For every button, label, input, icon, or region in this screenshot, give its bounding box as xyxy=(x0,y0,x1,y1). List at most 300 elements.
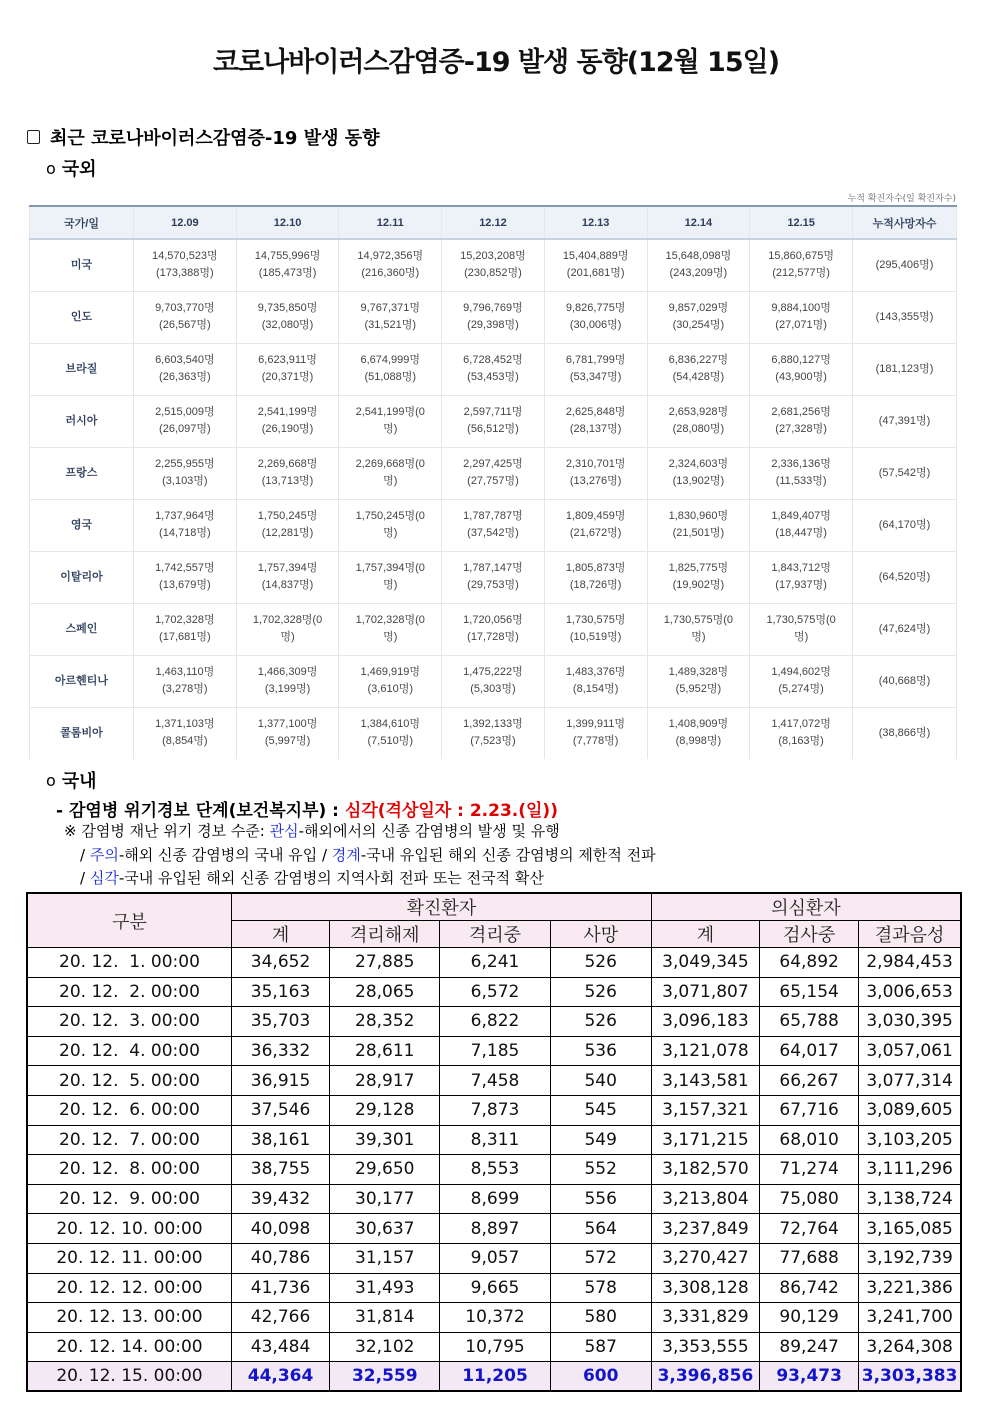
case-count-cell xyxy=(544,603,647,655)
header-cell: 12.15 xyxy=(750,206,853,239)
daily-cases: (185,473명) xyxy=(258,267,317,280)
case-count-cell xyxy=(236,655,339,707)
case-count-cell xyxy=(544,655,647,707)
daily-cases: (3,199명) xyxy=(264,683,311,695)
case-count-cell xyxy=(647,707,750,759)
value-cell: 3,308,128 xyxy=(651,1273,759,1303)
cumulative-cases: 1,809,459명 xyxy=(565,510,626,522)
daily-cases: (17,681명) xyxy=(159,631,211,643)
daily-cases: (3,103명) xyxy=(162,475,208,487)
cumulative-cases: 1,730,575명(0 xyxy=(663,614,734,626)
value-cell: 3,221,386 xyxy=(859,1273,961,1303)
cumulative-cases: 15,648,098명 xyxy=(665,250,732,263)
table-row xyxy=(27,1243,961,1273)
cumulative-cases: 1,720,056명 xyxy=(463,614,523,626)
daily-cases: 명) xyxy=(383,631,398,643)
daily-cases: (7,778명) xyxy=(572,735,619,748)
overseas-heading xyxy=(46,155,97,181)
value-cell: 3,077,314 xyxy=(859,1066,961,1096)
cumulative-cases: 1,408,909명 xyxy=(668,718,729,731)
value-cell: 549 xyxy=(550,1125,651,1155)
daily-cases: (17,728명) xyxy=(467,631,519,643)
case-count-cell xyxy=(134,395,237,447)
date-cell: 20. 12. 3. 00:00 xyxy=(27,1007,231,1037)
cumulative-cases: 1,466,309명 xyxy=(257,666,318,678)
cumulative-cases: 1,469,919명 xyxy=(360,666,421,678)
daily-cases: (51,088명) xyxy=(364,371,417,383)
value-cell: 526 xyxy=(550,948,651,978)
note-text: ※ 감염병 재난 위기 경보 수준: xyxy=(64,822,270,840)
cumulative-cases: 2,255,955명 xyxy=(155,458,215,470)
daily-cases: (13,713명) xyxy=(261,475,314,487)
cumulative-cases: 14,570,523명 xyxy=(152,250,218,263)
value-cell: 86,742 xyxy=(760,1273,859,1303)
case-count-cell xyxy=(134,655,237,707)
value-cell: 43,484 xyxy=(231,1332,329,1362)
value-cell: 64,017 xyxy=(760,1036,859,1066)
value-cell: 3,192,739 xyxy=(859,1243,961,1273)
date-cell: 20. 12. 6. 00:00 xyxy=(27,1095,231,1125)
overseas-table-note: 누적 확진자수(일 확진자수) xyxy=(847,194,956,204)
case-count-cell xyxy=(442,551,545,603)
value-cell: 3,103,205 xyxy=(859,1125,961,1155)
daily-cases: (230,852명) xyxy=(464,267,522,280)
value-cell: 28,611 xyxy=(330,1036,440,1066)
overseas-header-row xyxy=(30,206,957,239)
level-keyword: 경계 xyxy=(331,846,361,864)
daily-cases: (3,610명) xyxy=(367,683,413,695)
header-cell: 누적사망자수 xyxy=(853,206,957,239)
value-cell: 39,301 xyxy=(330,1125,440,1155)
value-cell: 8,897 xyxy=(440,1214,550,1244)
cumulative-cases: 9,884,100명 xyxy=(771,302,831,314)
case-count-cell xyxy=(544,551,647,603)
cumulative-cases: 14,972,356명 xyxy=(357,250,424,263)
cumulative-cases: 2,653,928명 xyxy=(668,406,729,418)
date-cell: 20. 12. 8. 00:00 xyxy=(27,1155,231,1185)
value-cell: 39,432 xyxy=(231,1184,329,1214)
value-cell: 6,572 xyxy=(440,977,550,1007)
header-group-confirmed: 확진환자 xyxy=(231,893,651,921)
table-row xyxy=(27,1095,961,1125)
cumulative-cases: 1,787,147명 xyxy=(463,562,523,574)
table-row xyxy=(30,551,957,603)
case-count-cell xyxy=(647,603,750,655)
cumulative-cases: 6,603,540명 xyxy=(155,354,215,366)
cumulative-cases: 1,737,964명 xyxy=(155,510,215,522)
cumulative-cases: 6,781,799명 xyxy=(565,354,626,366)
daily-cases: 명) xyxy=(793,631,809,643)
cumulative-cases: 6,880,127명 xyxy=(771,354,831,366)
case-count-cell xyxy=(442,239,545,291)
value-cell: 3,143,581 xyxy=(651,1066,759,1096)
value-cell: 66,267 xyxy=(760,1066,859,1096)
domestic-header-row-1 xyxy=(27,893,961,921)
cumulative-cases: 2,541,199명 xyxy=(257,406,318,418)
country-name: 러시아 xyxy=(30,395,134,447)
daily-cases: (14,837명) xyxy=(261,579,314,591)
value-cell: 587 xyxy=(550,1332,651,1362)
table-row xyxy=(30,343,957,395)
cumulative-cases: 2,515,009명 xyxy=(155,406,215,418)
case-count-cell xyxy=(750,395,853,447)
cumulative-deaths: (143,355명) xyxy=(853,291,957,343)
header-cell: 12.10 xyxy=(236,206,339,239)
daily-cases: (212,577명) xyxy=(772,267,830,280)
note-text: -국내 유입된 해외 신종 감염병의 지역사회 전파 또는 전국적 확산 xyxy=(118,869,544,887)
daily-cases: (26,097명) xyxy=(159,423,211,435)
value-cell: 3,171,215 xyxy=(651,1125,759,1155)
case-count-cell xyxy=(544,291,647,343)
table-row xyxy=(30,603,957,655)
cumulative-cases: 1,849,407명 xyxy=(771,510,831,522)
daily-cases: (27,757명) xyxy=(467,475,519,487)
table-row xyxy=(30,499,957,551)
case-count-cell xyxy=(236,603,339,655)
value-cell: 7,873 xyxy=(440,1095,550,1125)
note-text: / xyxy=(80,846,90,864)
daily-cases: (53,347명) xyxy=(569,371,622,383)
daily-cases: (201,681명) xyxy=(566,267,625,280)
section-heading xyxy=(27,124,380,150)
overseas-table xyxy=(29,205,957,759)
daily-cases: (37,542명) xyxy=(467,527,519,539)
value-cell: 3,096,183 xyxy=(651,1007,759,1037)
daily-cases: (243,209명) xyxy=(669,267,728,280)
value-cell: 3,049,345 xyxy=(651,948,759,978)
cumulative-cases: 2,625,848명 xyxy=(565,406,626,418)
daily-cases: (26,363명) xyxy=(159,371,211,383)
table-row xyxy=(27,1332,961,1362)
case-count-cell xyxy=(647,551,750,603)
cumulative-cases: 6,836,227명 xyxy=(668,354,729,366)
cumulative-cases: 1,384,610명 xyxy=(360,718,421,731)
value-cell: 28,917 xyxy=(330,1066,440,1096)
cumulative-cases: 9,735,850명 xyxy=(257,302,318,314)
value-cell: 3,237,849 xyxy=(651,1214,759,1244)
daily-cases: (21,672명) xyxy=(569,527,622,539)
cumulative-cases: 2,324,603명 xyxy=(668,458,729,470)
table-row xyxy=(27,1155,961,1185)
cumulative-cases: 1,825,775명 xyxy=(668,562,729,574)
table-row xyxy=(30,239,957,291)
value-cell: 3,121,078 xyxy=(651,1036,759,1066)
level-keyword: 주의 xyxy=(89,846,119,864)
date-cell: 20. 12. 7. 00:00 xyxy=(27,1125,231,1155)
date-cell: 20. 12. 9. 00:00 xyxy=(27,1184,231,1214)
cumulative-cases: 2,541,199명(0 xyxy=(355,406,425,418)
case-count-cell xyxy=(647,239,750,291)
case-count-cell xyxy=(647,395,750,447)
cumulative-cases: 9,826,775명 xyxy=(565,302,626,314)
cumulative-cases: 1,750,245명 xyxy=(257,510,318,522)
case-count-cell xyxy=(236,239,339,291)
cumulative-deaths: (38,866명) xyxy=(853,707,957,759)
daily-cases: (21,501명) xyxy=(672,527,725,539)
case-count-cell xyxy=(134,603,237,655)
value-cell: 3,089,605 xyxy=(859,1095,961,1125)
value-cell: 552 xyxy=(550,1155,651,1185)
country-name: 콜롬비아 xyxy=(30,707,134,759)
daily-cases: (20,371명) xyxy=(261,371,314,383)
cumulative-cases: 9,703,770명 xyxy=(155,302,215,314)
daily-cases: (11,533명) xyxy=(775,475,827,487)
value-cell: 8,699 xyxy=(440,1184,550,1214)
table-row xyxy=(27,1362,961,1392)
daily-cases: 명) xyxy=(280,631,295,643)
alert-level-line xyxy=(56,796,558,821)
case-count-cell xyxy=(236,395,339,447)
cumulative-cases: 6,623,911명 xyxy=(258,354,317,366)
value-cell: 9,665 xyxy=(440,1273,550,1303)
daily-cases: (8,998명) xyxy=(675,735,722,748)
daily-cases: (5,997명) xyxy=(264,735,311,748)
value-cell: 3,057,061 xyxy=(859,1036,961,1066)
daily-cases: (8,154명) xyxy=(572,683,619,695)
value-cell: 3,182,570 xyxy=(651,1155,759,1185)
value-cell: 3,353,555 xyxy=(651,1332,759,1362)
case-count-cell xyxy=(750,551,853,603)
table-row xyxy=(27,1184,961,1214)
case-count-cell xyxy=(750,447,853,499)
country-name: 인도 xyxy=(30,291,134,343)
case-count-cell xyxy=(750,603,853,655)
daily-cases: 명) xyxy=(383,475,398,487)
value-cell: 90,129 xyxy=(760,1303,859,1333)
cumulative-cases: 2,310,701명 xyxy=(565,458,626,470)
table-row xyxy=(27,1125,961,1155)
table-row xyxy=(30,447,957,499)
cumulative-cases: 1,399,911명 xyxy=(566,718,626,731)
case-count-cell xyxy=(236,707,339,759)
daily-cases: (8,854명) xyxy=(162,735,208,748)
value-cell: 35,703 xyxy=(231,1007,329,1037)
table-row xyxy=(27,1036,961,1066)
value-cell: 3,264,308 xyxy=(859,1332,961,1362)
date-cell: 20. 12. 14. 00:00 xyxy=(27,1332,231,1362)
daily-cases: (29,753명) xyxy=(467,579,519,591)
daily-cases: (14,718명) xyxy=(159,527,211,539)
cumulative-cases: 1,787,787명 xyxy=(463,510,523,522)
daily-cases: (56,512명) xyxy=(467,423,519,435)
value-cell: 7,458 xyxy=(440,1066,550,1096)
case-count-cell xyxy=(442,655,545,707)
cumulative-cases: 1,392,133명 xyxy=(463,718,523,731)
value-cell: 28,065 xyxy=(330,977,440,1007)
date-cell: 20. 12. 4. 00:00 xyxy=(27,1036,231,1066)
date-cell: 20. 12. 13. 00:00 xyxy=(27,1303,231,1333)
daily-cases: 명) xyxy=(383,579,398,591)
value-cell: 71,274 xyxy=(760,1155,859,1185)
level-keyword: 관심 xyxy=(269,822,299,840)
table-row xyxy=(30,655,957,707)
value-cell: 3,157,321 xyxy=(651,1095,759,1125)
daily-cases: (216,360명) xyxy=(361,267,420,280)
country-name: 프랑스 xyxy=(30,447,134,499)
value-cell: 564 xyxy=(550,1214,651,1244)
header-cell: 결과음성 xyxy=(859,921,961,948)
case-count-cell xyxy=(750,343,853,395)
case-count-cell xyxy=(647,291,750,343)
value-cell: 38,755 xyxy=(231,1155,329,1185)
case-count-cell xyxy=(544,343,647,395)
value-cell: 31,814 xyxy=(330,1303,440,1333)
value-cell: 31,493 xyxy=(330,1273,440,1303)
daily-cases: (30,006명) xyxy=(569,319,622,331)
value-cell: 30,177 xyxy=(330,1184,440,1214)
value-cell: 3,165,085 xyxy=(859,1214,961,1244)
daily-cases: (18,726명) xyxy=(569,579,622,591)
table-row xyxy=(27,1214,961,1244)
cumulative-cases: 2,269,668명 xyxy=(257,458,318,470)
overseas-heading-text: 국외 xyxy=(61,159,97,180)
value-cell: 3,138,724 xyxy=(859,1184,961,1214)
header-cell: 격리해제 xyxy=(330,921,440,948)
value-cell: 36,915 xyxy=(231,1066,329,1096)
case-count-cell xyxy=(339,239,442,291)
country-name: 아르헨티나 xyxy=(30,655,134,707)
value-cell: 3,241,700 xyxy=(859,1303,961,1333)
case-count-cell xyxy=(647,499,750,551)
daily-cases: (43,900명) xyxy=(775,371,827,383)
country-name: 이탈리아 xyxy=(30,551,134,603)
cumulative-cases: 1,475,222명 xyxy=(463,666,523,678)
country-name: 스페인 xyxy=(30,603,134,655)
value-cell: 578 xyxy=(550,1273,651,1303)
value-cell: 9,057 xyxy=(440,1243,550,1273)
circle-bullet-icon: o xyxy=(46,158,56,178)
value-cell: 3,006,653 xyxy=(859,977,961,1007)
value-cell: 8,553 xyxy=(440,1155,550,1185)
case-count-cell xyxy=(544,395,647,447)
value-cell: 545 xyxy=(550,1095,651,1125)
value-cell: 2,984,453 xyxy=(859,948,961,978)
value-cell: 44,364 xyxy=(231,1362,329,1392)
daily-cases: (32,080명) xyxy=(261,319,314,331)
value-cell: 580 xyxy=(550,1303,651,1333)
alert-level-value: 심각(격상일자 : 2.23.(일)) xyxy=(344,801,558,821)
cumulative-cases: 1,730,575명 xyxy=(565,614,626,626)
daily-cases: (12,281명) xyxy=(261,527,314,539)
case-count-cell xyxy=(750,655,853,707)
value-cell: 32,102 xyxy=(330,1332,440,1362)
value-cell: 3,331,829 xyxy=(651,1303,759,1333)
table-row xyxy=(30,291,957,343)
cumulative-deaths: (47,624명) xyxy=(853,603,957,655)
header-cell: 12.12 xyxy=(442,206,545,239)
note-text: -해외에서의 신종 감염병의 발생 및 유행 xyxy=(298,822,560,840)
value-cell: 7,185 xyxy=(440,1036,550,1066)
cumulative-deaths: (64,520명) xyxy=(853,551,957,603)
cumulative-cases: 2,336,136명 xyxy=(771,458,831,470)
value-cell: 536 xyxy=(550,1036,651,1066)
header-cell: 사망 xyxy=(550,921,651,948)
cumulative-cases: 1,750,245명(0 xyxy=(355,510,425,522)
daily-cases: (7,510명) xyxy=(367,735,413,748)
case-count-cell xyxy=(442,499,545,551)
daily-cases: (13,276명) xyxy=(569,475,622,487)
case-count-cell xyxy=(442,395,545,447)
date-cell: 20. 12. 1. 00:00 xyxy=(27,948,231,978)
case-count-cell xyxy=(236,291,339,343)
case-count-cell xyxy=(134,551,237,603)
value-cell: 27,885 xyxy=(330,948,440,978)
value-cell: 6,822 xyxy=(440,1007,550,1037)
alert-note-line-3 xyxy=(80,867,544,888)
cumulative-cases: 1,730,575명(0 xyxy=(766,614,836,626)
cumulative-deaths: (40,668명) xyxy=(853,655,957,707)
daily-cases: (27,328명) xyxy=(775,423,827,435)
case-count-cell xyxy=(442,603,545,655)
case-count-cell xyxy=(442,447,545,499)
header-cell: 12.09 xyxy=(134,206,237,239)
case-count-cell xyxy=(647,655,750,707)
cumulative-cases: 1,757,394명(0 xyxy=(355,562,425,574)
value-cell: 526 xyxy=(550,1007,651,1037)
country-name: 브라질 xyxy=(30,343,134,395)
value-cell: 3,030,395 xyxy=(859,1007,961,1037)
value-cell: 35,163 xyxy=(231,977,329,1007)
cumulative-cases: 1,377,100명 xyxy=(257,718,318,731)
value-cell: 41,736 xyxy=(231,1273,329,1303)
case-count-cell xyxy=(134,447,237,499)
cumulative-deaths: (64,170명) xyxy=(853,499,957,551)
header-cell: 계 xyxy=(651,921,759,948)
table-row xyxy=(27,1066,961,1096)
case-count-cell xyxy=(339,395,442,447)
daily-cases: (54,428명) xyxy=(672,371,725,383)
cumulative-cases: 1,483,376명 xyxy=(565,666,626,678)
case-count-cell xyxy=(339,291,442,343)
daily-cases: (19,902명) xyxy=(672,579,725,591)
value-cell: 93,473 xyxy=(760,1362,859,1392)
daily-cases: (13,679명) xyxy=(159,579,211,591)
daily-cases: (17,937명) xyxy=(775,579,827,591)
cumulative-cases: 15,404,889명 xyxy=(562,250,629,263)
daily-cases: (29,398명) xyxy=(467,319,519,331)
cumulative-cases: 1,830,960명 xyxy=(668,510,729,522)
daily-cases: (10,519명) xyxy=(569,631,622,643)
daily-cases: (18,447명) xyxy=(775,527,827,539)
checkbox-bullet-icon xyxy=(27,130,40,144)
table-row xyxy=(27,1007,961,1037)
case-count-cell xyxy=(236,447,339,499)
case-count-cell xyxy=(339,707,442,759)
value-cell: 3,213,804 xyxy=(651,1184,759,1214)
note-text: / xyxy=(80,869,90,887)
daily-cases: (173,388명) xyxy=(155,267,214,280)
daily-cases: (5,303명) xyxy=(470,683,516,695)
case-count-cell xyxy=(647,343,750,395)
daily-cases: (31,521명) xyxy=(364,319,417,331)
domestic-heading xyxy=(46,767,97,793)
value-cell: 34,652 xyxy=(231,948,329,978)
value-cell: 67,716 xyxy=(760,1095,859,1125)
page-title: 코로나바이러스감염증-19 발생 동향(12월 15일) xyxy=(212,47,780,78)
value-cell: 42,766 xyxy=(231,1303,329,1333)
cumulative-cases: 1,702,328명(0 xyxy=(252,614,323,626)
cumulative-cases: 1,805,873명 xyxy=(565,562,626,574)
table-row xyxy=(30,707,957,759)
value-cell: 3,303,383 xyxy=(859,1362,961,1392)
daily-cases: (8,163명) xyxy=(778,735,824,748)
date-cell: 20. 12. 12. 00:00 xyxy=(27,1273,231,1303)
value-cell: 38,161 xyxy=(231,1125,329,1155)
case-count-cell xyxy=(236,343,339,395)
case-count-cell xyxy=(339,551,442,603)
table-row xyxy=(27,1273,961,1303)
value-cell: 10,372 xyxy=(440,1303,550,1333)
